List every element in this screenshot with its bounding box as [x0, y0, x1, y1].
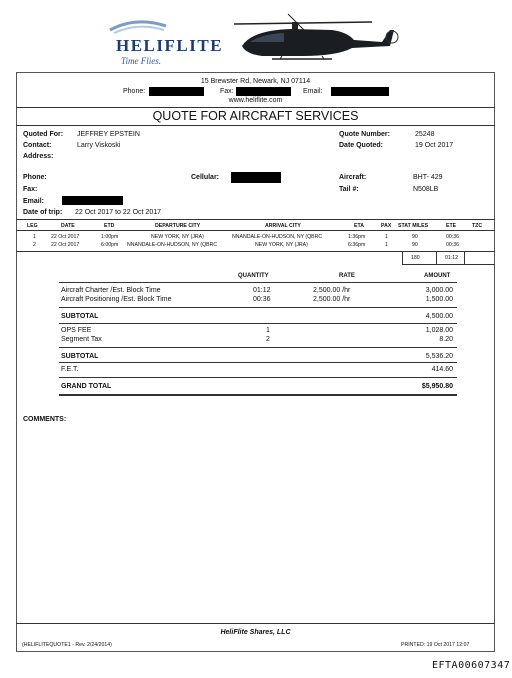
footer-company: HeliFlite Shares, LLC: [220, 629, 291, 636]
stat-miles-header: STAT MILES: [398, 223, 429, 229]
leg-pax: 1: [385, 242, 388, 248]
company-tagline: Time Flies.: [121, 56, 161, 66]
helicopter-icon: [222, 12, 404, 70]
departure-header: DEPARTURE CITY: [155, 223, 201, 229]
date-quoted-label: Date Quoted:: [339, 142, 383, 149]
bates-number: EFTA00607347: [432, 660, 511, 671]
fet-label: F.E.T.: [61, 366, 79, 373]
line-item-desc: Aircraft Charter /Est. Block Time: [61, 287, 161, 294]
divider: [59, 347, 457, 348]
divider: [59, 323, 457, 324]
leg-arrival: NEW YORK, NY (JRA): [255, 242, 308, 248]
leg-etd: 6:00pm: [101, 242, 119, 248]
total-ete: 01:12: [445, 255, 458, 261]
aircraft-value: BHT- 429: [413, 174, 443, 181]
divider: [16, 219, 495, 220]
email-label: Email:: [303, 88, 323, 95]
comments-label: COMMENTS:: [23, 416, 67, 423]
email-label: Email:: [23, 198, 45, 205]
leg-date: 22 Oct 2017: [51, 234, 80, 240]
leg-arrival: NNANDALE-ON-HUDSON, NY (QBRC: [232, 234, 323, 240]
subtotal-label: SUBTOTAL: [61, 353, 99, 360]
subtotal-value: 4,500.00: [425, 313, 453, 320]
leg-departure: NNANDALE-ON-HUDSON, NY (QBRC: [127, 242, 218, 248]
date-header: DATE: [61, 223, 75, 229]
line-item-qty: 2: [266, 336, 270, 343]
leg-miles: 90: [412, 234, 418, 240]
divider: [16, 107, 495, 108]
leg-departure: NEW YORK, NY (JRA): [151, 234, 204, 240]
redaction-box: [149, 87, 204, 96]
quantity-header: QUANTITY: [238, 273, 269, 279]
leg-number: 1: [33, 234, 36, 240]
leg-eta: 1:36pm: [348, 234, 366, 240]
divider: [59, 362, 457, 363]
fax-label: Fax:: [23, 186, 38, 193]
company-logo: [108, 14, 238, 70]
line-item-amount: 8.20: [439, 336, 453, 343]
leg-miles: 90: [412, 242, 418, 248]
contact-label: Contact:: [23, 142, 52, 149]
leg-header: LEG: [27, 223, 38, 229]
company-website[interactable]: www.heliflite.com: [228, 97, 283, 104]
divider: [402, 264, 495, 265]
quote-number-label: Quote Number:: [339, 131, 390, 138]
leg-date: 22 Oct 2017: [51, 242, 80, 248]
divider: [16, 230, 495, 231]
line-item-amount: 1,500.00: [425, 296, 453, 303]
eta-header: ETA: [354, 223, 364, 229]
address-label: Address:: [23, 153, 54, 160]
line-item-amount: 3,000.00: [425, 287, 453, 294]
etd-header: ETD: [104, 223, 115, 229]
quote-number-value: 25248: [415, 131, 435, 138]
divider: [402, 251, 403, 264]
amount-header: AMOUNT: [424, 273, 451, 279]
line-item-desc: OPS FEE: [61, 327, 92, 334]
swoosh-icon: [108, 14, 168, 36]
ete-header: ETE: [446, 223, 457, 229]
date-of-trip-label: Date of trip:: [23, 209, 63, 216]
subtotal-value: 5,536.20: [425, 353, 453, 360]
line-item-qty: 01:12: [253, 287, 271, 294]
quoted-for-value: JEFFREY EPSTEIN: [77, 131, 140, 138]
aircraft-label: Aircraft:: [339, 174, 367, 181]
company-address: 15 Brewster Rd, Newark, NJ 07114: [200, 78, 311, 85]
line-item-desc: Aircraft Positioning /Est. Block Time: [61, 296, 172, 303]
leg-pax: 1: [385, 234, 388, 240]
arrival-header: ARRIVAL CITY: [265, 223, 301, 229]
leg-ete: 00:36: [446, 234, 459, 240]
leg-eta: 6:36pm: [348, 242, 366, 248]
subtotal-label: SUBTOTAL: [61, 313, 99, 320]
divider: [59, 394, 457, 396]
printed-timestamp: PRINTED: 19 Oct 2017 12:07: [401, 642, 470, 648]
date-of-trip-value: 22 Oct 2017 to 22 Oct 2017: [75, 209, 162, 216]
fax-label: Fax:: [220, 88, 234, 95]
divider: [16, 251, 495, 252]
page-title: QUOTE FOR AIRCRAFT SERVICES: [152, 109, 359, 123]
quoted-for-label: Quoted For:: [23, 131, 64, 138]
redaction-box: [62, 196, 123, 205]
leg-ete: 00:36: [446, 242, 459, 248]
total-miles: 180: [411, 255, 420, 261]
form-id: (HELIFLITEQUOTE1 - Rev. 2/24/2014): [22, 642, 112, 648]
rate-header: RATE: [339, 273, 355, 279]
company-name: HELIFLITE: [116, 36, 224, 55]
tzc-header: TZC: [472, 223, 483, 229]
leg-etd: 1:00pm: [101, 234, 119, 240]
phone-label: Phone:: [123, 88, 146, 95]
redaction-box: [231, 172, 281, 183]
divider: [436, 251, 437, 264]
redaction-box: [331, 87, 389, 96]
line-item-desc: Segment Tax: [61, 336, 102, 343]
tail-value: N508LB: [413, 186, 439, 193]
pax-header: PAX: [381, 223, 392, 229]
divider: [464, 251, 465, 264]
divider: [16, 623, 495, 624]
date-quoted-value: 19 Oct 2017: [415, 142, 454, 149]
line-item-amount: 1,028.00: [425, 327, 453, 334]
grand-total-value: $5,950.80: [421, 383, 453, 390]
cellular-label: Cellular:: [191, 174, 220, 181]
divider: [59, 377, 457, 378]
line-item-qty: 00:36: [253, 296, 271, 303]
divider: [59, 282, 457, 283]
contact-value: Larry Viskoski: [77, 142, 121, 149]
redaction-box: [236, 87, 291, 96]
leg-number: 2: [33, 242, 36, 248]
fet-value: 414.60: [431, 366, 453, 373]
tail-label: Tail #:: [339, 186, 359, 193]
phone-label: Phone:: [23, 174, 47, 181]
line-item-qty: 1: [266, 327, 270, 334]
divider: [59, 307, 457, 308]
line-item-rate: 2,500.00 /hr: [313, 296, 351, 303]
line-item-rate: 2,500.00 /hr: [313, 287, 351, 294]
divider: [16, 125, 495, 126]
grand-total-label: GRAND TOTAL: [61, 383, 112, 390]
